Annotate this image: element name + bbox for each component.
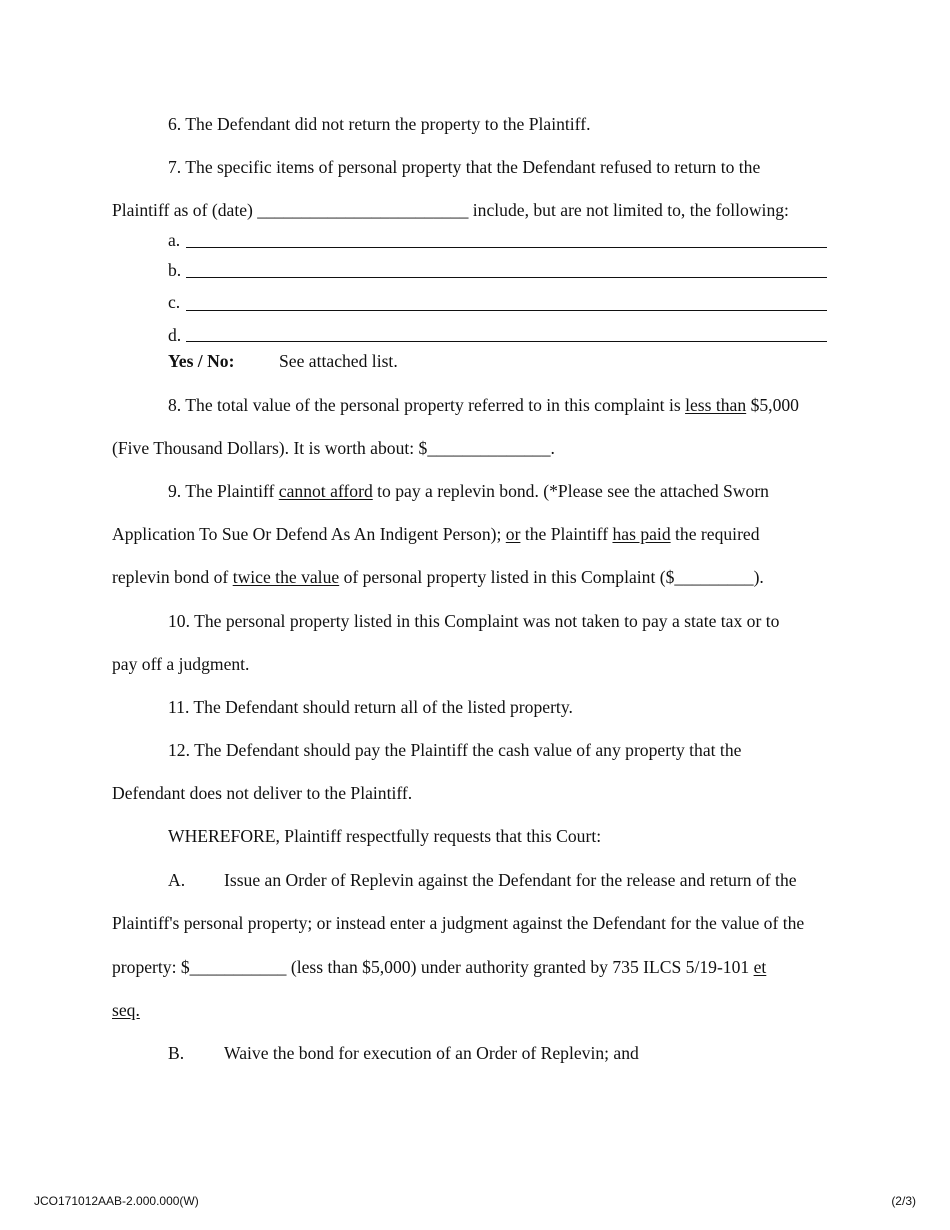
para9-text-1b: to pay a replevin bond. (*Please see the attached Sworn: [372, 481, 769, 501]
request-a-line-3: [112, 957, 766, 977]
request-a-letter: A.: [168, 870, 186, 890]
para9-text-2b: the Plaintiff: [520, 524, 613, 544]
item-b-blank-line[interactable]: [186, 277, 827, 278]
para9-text-1a: 9. The Plaintiff: [168, 481, 279, 501]
request-a-underlined-et: et: [753, 957, 767, 977]
request-a-line-2: Plaintiff's personal property; or instead enter a judgment against the Defendant for the value of the: [112, 913, 805, 933]
request-b-letter: B.: [168, 1043, 185, 1063]
yes-no-label: Yes / No:: [168, 351, 235, 371]
para9-underlined-cannot-afford: cannot afford: [278, 481, 373, 501]
item-a-blank-line[interactable]: [186, 247, 827, 248]
para9-underlined-twice-the-value: twice the value: [232, 567, 340, 587]
item-d-blank-line[interactable]: [186, 341, 827, 342]
attached-list-text: See attached list.: [279, 351, 398, 371]
paragraph-10-line-2: pay off a judgment.: [112, 654, 250, 674]
para8-underlined-less-than: less than: [685, 395, 747, 415]
paragraph-10-line-1: 10. The personal property listed in this Complaint was not taken to pay a state tax or to: [168, 611, 780, 631]
paragraph-11: 11. The Defendant should return all of the listed property.: [168, 697, 573, 717]
paragraph-9-line-3: [112, 567, 764, 587]
request-b-text: Waive the bond for execution of an Order of Replevin; and: [224, 1043, 639, 1063]
request-a-text-3: property: $___________ (less than $5,000) under authority granted by 735 ILCS 5/19-101: [112, 957, 754, 977]
item-c-blank-line[interactable]: [186, 310, 827, 311]
para8-text-a: 8. The total value of the personal property referred to in this complaint is: [168, 395, 686, 415]
item-b-label: b.: [168, 260, 182, 280]
para9-text-3b: of personal property listed in this Complaint ($_________).: [339, 567, 764, 587]
paragraph-8-line-1: [168, 395, 799, 415]
para9-text-2c: the required: [670, 524, 760, 544]
paragraph-9-line-1: [168, 481, 769, 501]
request-a-line-1: Issue an Order of Replevin against the Defendant for the release and return of the: [224, 870, 797, 890]
item-d-label: d.: [168, 325, 182, 345]
item-a-label: a.: [168, 230, 181, 250]
para9-underlined-or: or: [505, 524, 521, 544]
para8-text-b: $5,000: [746, 395, 799, 415]
item-c-label: c.: [168, 292, 181, 312]
para9-underlined-has-paid: has paid: [612, 524, 671, 544]
paragraph-12-line-2: Defendant does not deliver to the Plaintiff.: [112, 783, 413, 803]
paragraph-6: 6. The Defendant did not return the property to the Plaintiff.: [168, 114, 591, 134]
wherefore-clause: WHEREFORE, Plaintiff respectfully requests that this Court:: [168, 826, 602, 846]
paragraph-8-line-2: (Five Thousand Dollars). It is worth about: $______________.: [112, 438, 555, 458]
para9-text-3a: replevin bond of: [112, 567, 233, 587]
paragraph-9-line-2: [112, 524, 760, 544]
paragraph-7-line-2: Plaintiff as of (date) ________________________ include, but are not limited to, the following:: [112, 200, 789, 220]
paragraph-7-line-1: 7. The specific items of personal property that the Defendant refused to return to the: [168, 157, 761, 177]
request-a-underlined-seq: seq.: [112, 1000, 140, 1020]
para9-text-2a: Application To Sue Or Defend As An Indigent Person);: [112, 524, 506, 544]
footer-page-number: (2/3): [891, 1194, 916, 1208]
paragraph-12-line-1: 12. The Defendant should pay the Plaintiff the cash value of any property that the: [168, 740, 742, 760]
footer-form-code: JCO171012AAB-2.000.000(W): [34, 1194, 199, 1208]
